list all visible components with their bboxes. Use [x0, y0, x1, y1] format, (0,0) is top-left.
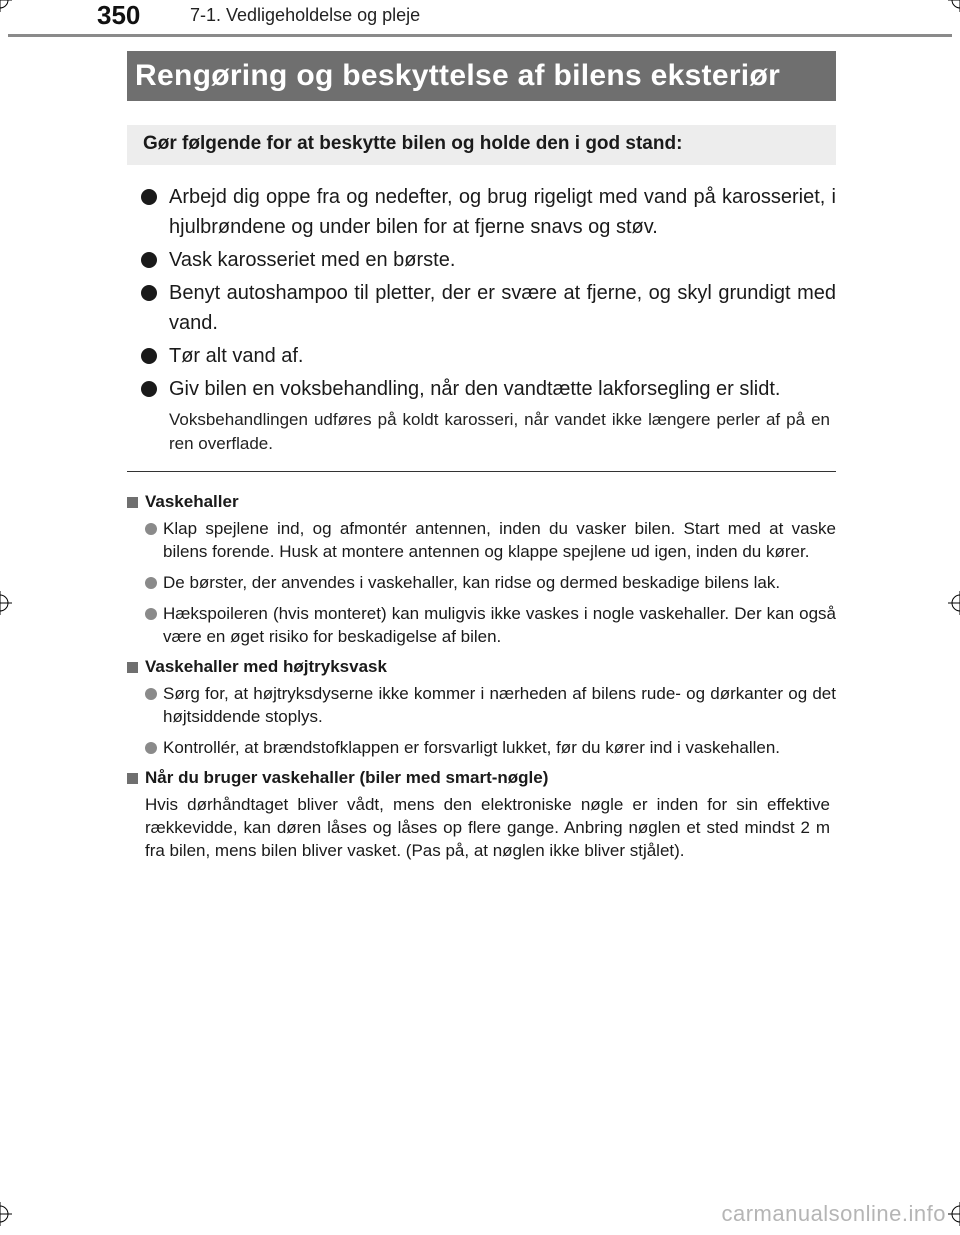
crop-mark-icon — [0, 591, 12, 615]
list-item — [141, 245, 836, 275]
list-item — [141, 182, 836, 242]
watermark: carmanualsonline.info — [721, 1201, 946, 1226]
sub-list-item: De børster, der anvendes i vaskehaller, kan ridse og dermed beskadige bilens lak. — [127, 571, 836, 594]
list-item-text: Benyt autoshampoo til pletter, der er svære at fjerne, og skyl grundigt med vand. — [169, 282, 836, 334]
bullet-icon — [141, 285, 157, 301]
crop-mark-icon — [948, 591, 960, 615]
wax-note: Voksbehandlingen udføres på koldt karosseri, når vandet ikke længere perler af på en ren overflade. — [169, 410, 830, 453]
page-title: Rengøring og beskyttelse af bilens eksteriør — [127, 51, 836, 101]
circle-bullet-icon — [145, 688, 157, 700]
square-bullet-icon — [127, 662, 138, 673]
square-bullet-icon — [127, 497, 138, 508]
list-item — [141, 374, 836, 404]
bullet-icon — [141, 189, 157, 205]
crop-mark-icon — [948, 0, 960, 12]
section-divider — [127, 471, 836, 472]
list-item-text: Vask karosseriet med en børste. — [169, 249, 456, 271]
circle-bullet-icon — [145, 742, 157, 754]
section-heading: Når du bruger vaskehaller (biler med smart-nøgle) — [127, 767, 836, 789]
sub-list-item: Sørg for, at højtryksdyserne ikke kommer i nærheden af bilens rude- og dørkanter og det højtsiddende stoplys. — [127, 682, 836, 728]
circle-bullet-icon — [145, 523, 157, 535]
header-rule — [8, 34, 952, 37]
sub-list-item: Kontrollér, at brændstofklappen er forsvarligt lukket, før du kører ind i vaskehallen. — [127, 736, 836, 759]
sub-list-item: Klap spejlene ind, og afmontér antennen, inden du vasker bilen. Start med at vaske bilens forende. Husk at montere antennen og klappe spejlene ud igen, inden du kører. — [127, 517, 836, 563]
list-item-text: Tør alt vand af. — [169, 345, 304, 367]
section-paragraph: Hvis dørhåndtaget bliver vådt, mens den elektroniske nøgle er inden for sin effektive rækkevidde, kan døren låses og låses op flere gange. Anbring nøglen et sted mindst 2 m fra bilen, mens bilen bliver vasket. (Pas på, at nøglen ikke bliver stjålet). — [145, 795, 830, 860]
list-item-text: Giv bilen en voksbehandling, når den vandtætte lakforsegling er slidt. — [169, 378, 781, 400]
bullet-icon — [141, 348, 157, 364]
crop-mark-icon — [0, 0, 12, 12]
sub-list-item: Hækspoileren (hvis monteret) kan muligvis ikke vaskes i nogle vaskehaller. Der kan også være en øget risiko for beskadigelse af bilen. — [127, 602, 836, 648]
intro-box: Gør følgende for at beskytte bilen og holde den i god stand: — [127, 125, 836, 165]
list-item-text: Arbejd dig oppe fra og nedefter, og brug rigeligt med vand på karosseriet, i hjulbrøndene og under bilen for at fjerne snavs og støv. — [169, 186, 836, 238]
square-bullet-icon — [127, 773, 138, 784]
crop-mark-icon — [948, 1202, 960, 1226]
main-list — [141, 182, 836, 407]
bullet-icon — [141, 381, 157, 397]
details — [127, 483, 836, 862]
crop-mark-icon — [0, 1202, 12, 1226]
section-heading: Vaskehaller med højtryksvask — [127, 656, 836, 678]
page-number: 350 — [97, 0, 141, 30]
section-heading: Vaskehaller — [127, 491, 836, 513]
list-item — [141, 278, 836, 338]
circle-bullet-icon — [145, 608, 157, 620]
list-item — [141, 341, 836, 371]
bullet-icon — [141, 252, 157, 268]
circle-bullet-icon — [145, 577, 157, 589]
section-label: 7-1. Vedligeholdelse og pleje — [190, 5, 421, 25]
